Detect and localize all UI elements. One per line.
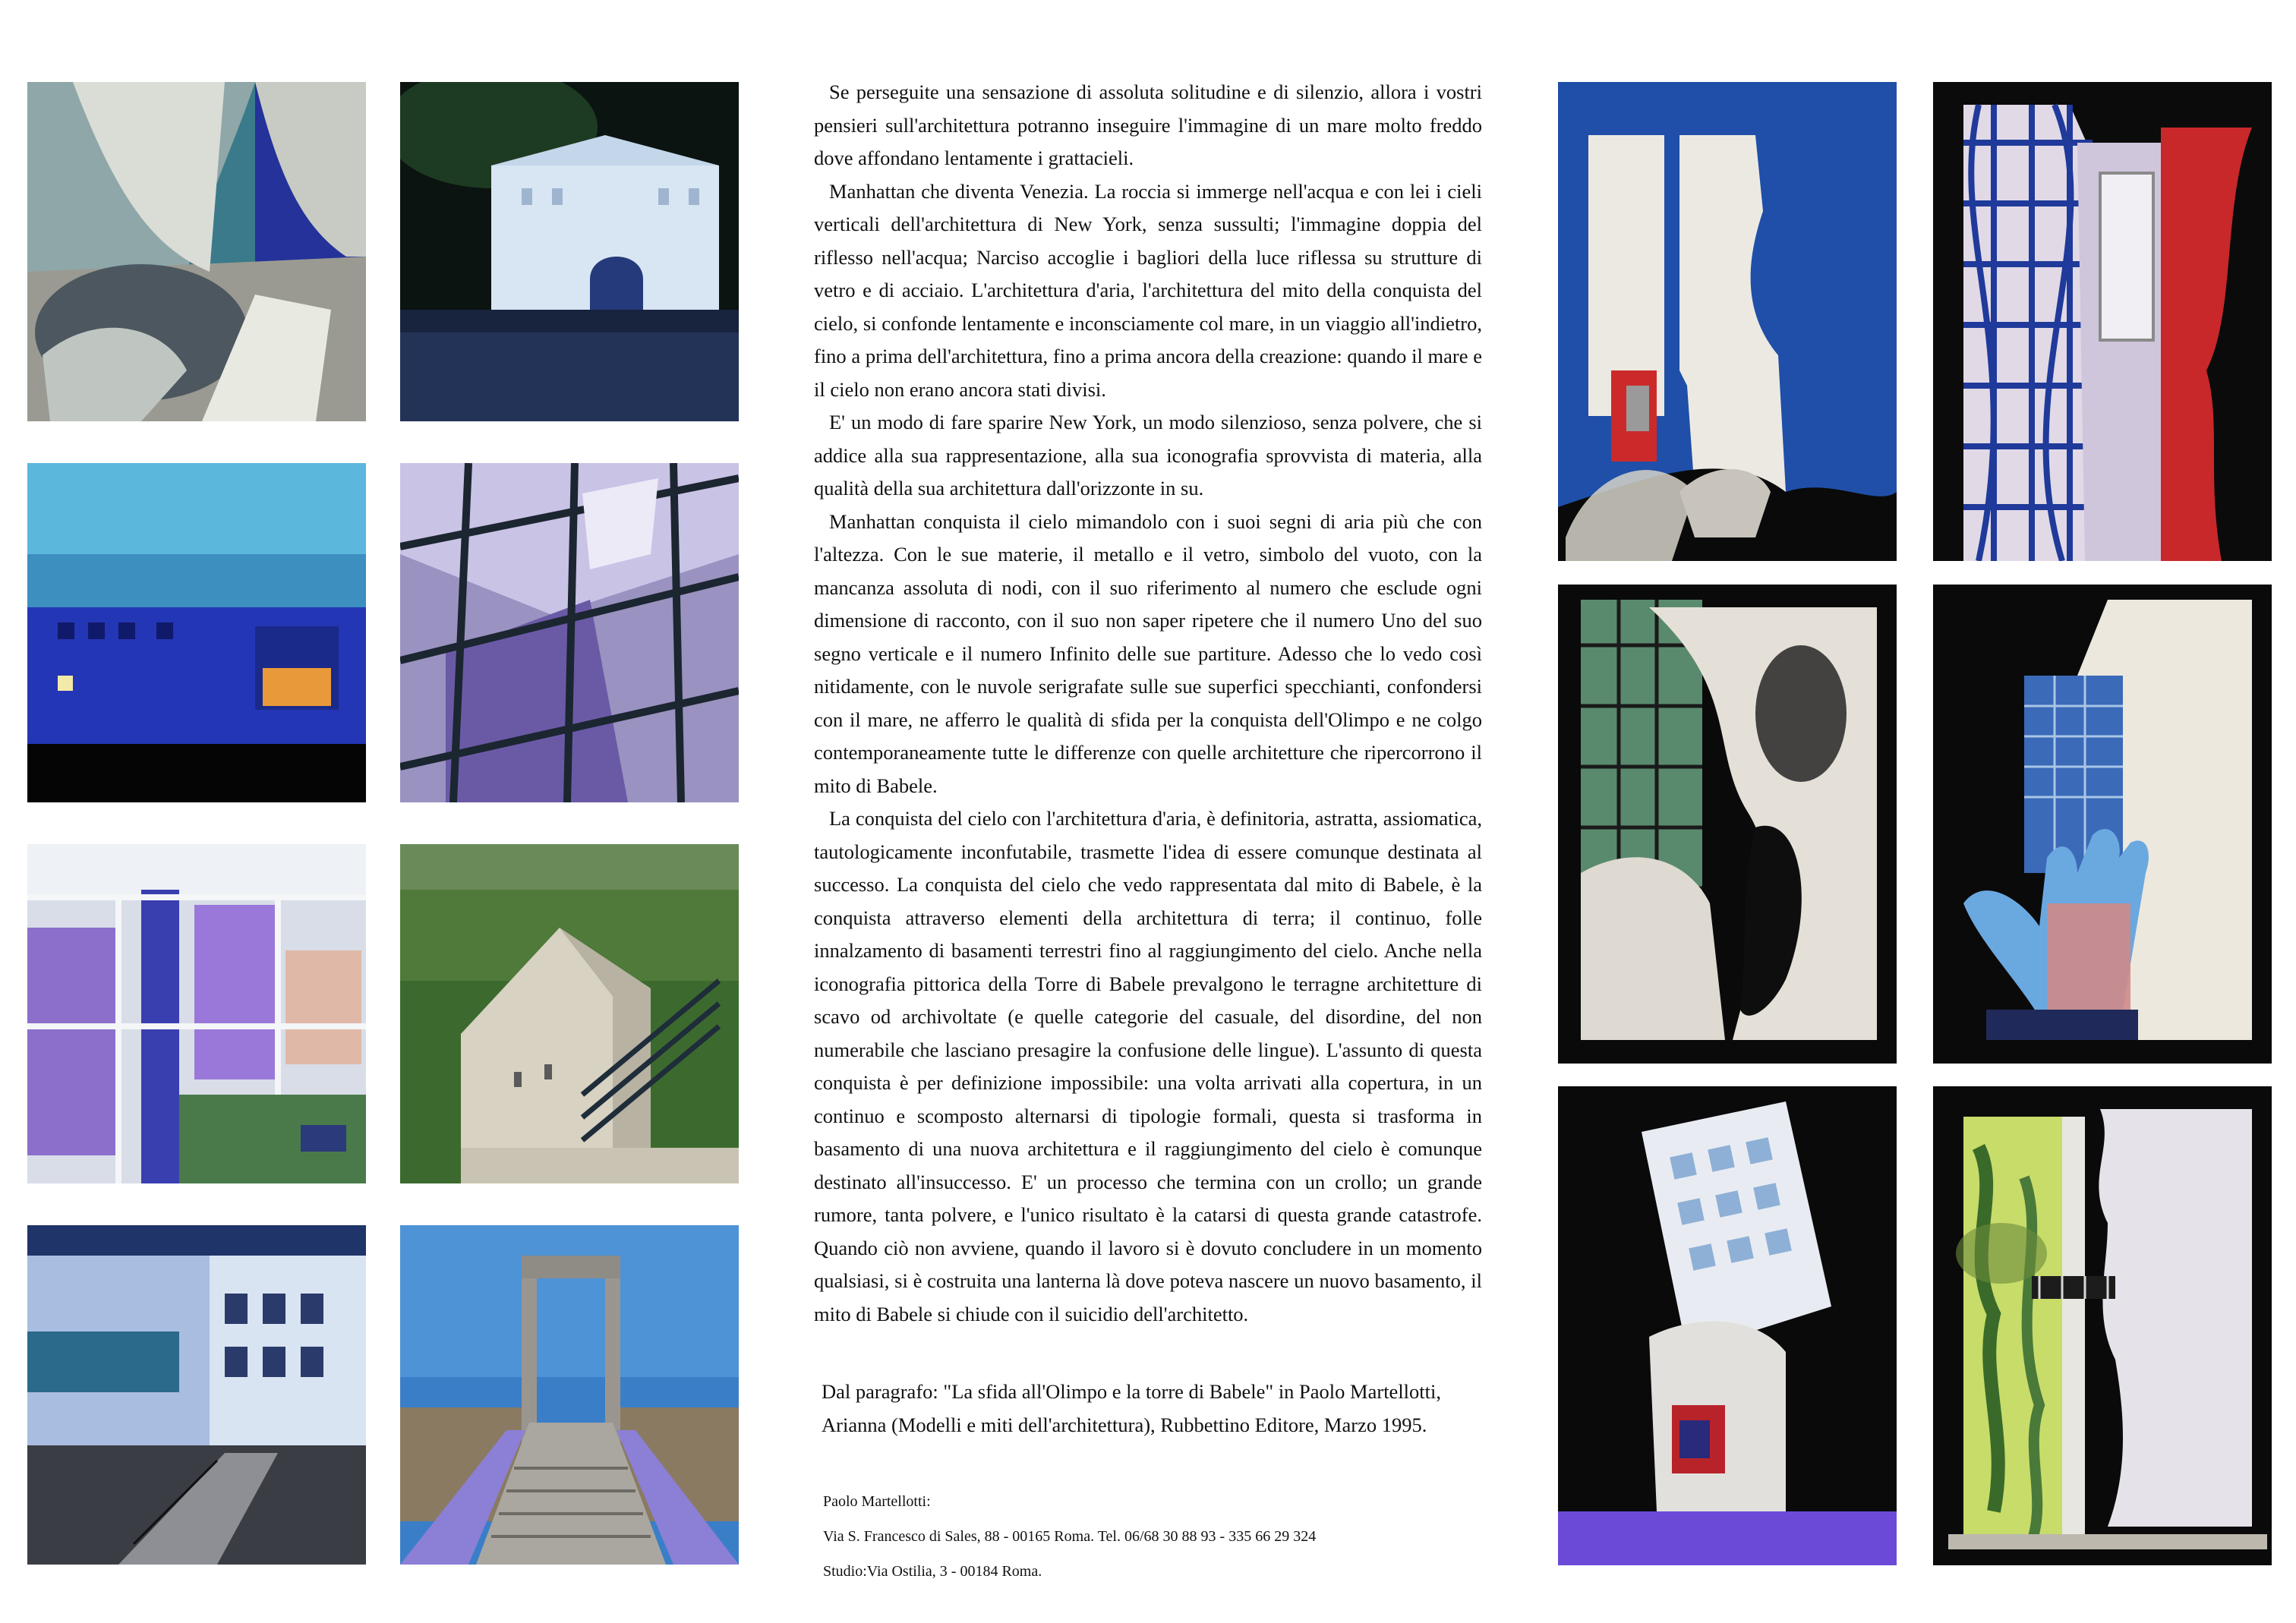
essay-paragraph: La conquista del cielo con l'architettura d'aria, è definitoria, astratta, assiomatica, tautologicamente inconfutabile, trasmette l'idea di essere comunque destinata al successo. La conquista del cielo che vedo rappresentata dal mito di Babele, è la conquista attraverso elementi della architettura di terra; il continuo, folle innalzamento di basamenti terrestri fino al raggiungimento del cielo. Anche nella iconografia pittorica della Torre di Babele prevalgono le terragne architetture di scavo od archivoltate (e quelle categorie del casuale, del disordine, del non numerabile che lasciano presagire la confusione delle lingue). L'assunto di questa conquista è per definizione impossibile: una volta arrivati alla copertura, in un continuo e scomposto alternarsi di tipologie formali, questa si trasforma in basamento di una nuova architettura e il raggiungimento del cielo è comunque destinato all'insuccesso. E' un processo che termina con un crollo; un grande rumore, tanta polvere, e l'unico risultato è la catarsi di questa grande catastrofe. Quando ciò non avviene, quando il lavoro si è dovuto concludere in un momento qualsiasi, si è costruita una lanterna là dove poteva nascere un nuovo basamento, il mito di Babele si chiude con il suicidio dell'architetto. bbox=[814, 807, 1482, 1325]
author-address: Via S. Francesco di Sales, 88 - 00165 Roma. Tel. 06/68 30 88 93 - 335 66 29 324 bbox=[823, 1528, 1317, 1545]
photo-concrete-arches bbox=[27, 82, 366, 421]
essay-text bbox=[814, 76, 1482, 1331]
essay-paragraph: Se perseguite una sensazione di assoluta solitudine e di silenzio, allora i vostri pensieri sull'architettura potranno inseguire l'immagine di un mare molto freddo dove affondano lentamente i grattacieli. bbox=[814, 80, 1482, 169]
artwork-tilted-tower-violet bbox=[1558, 1086, 1897, 1565]
photo-purple-column-interior bbox=[27, 844, 366, 1183]
artwork-hand-collage bbox=[1933, 585, 2272, 1064]
source-citation bbox=[822, 1376, 1490, 1442]
studio-address: Studio:Via Ostilia, 3 - 00184 Roma. bbox=[823, 1563, 1042, 1580]
essay-paragraph: E' un modo di fare sparire New York, un modo silenzioso, senza polvere, che si addice alla sua rappresentazione, alla sua iconografia sprovvista di materia, alla qualità della sua architettura dall'orizzonte in su. bbox=[814, 411, 1482, 500]
artwork-white-tower-blue bbox=[1558, 82, 1897, 561]
author-contact bbox=[823, 1484, 1491, 1589]
author-name: Paolo Martellotti: bbox=[823, 1493, 931, 1510]
essay-paragraph: Manhattan conquista il cielo mimandolo con i suoi segni di aria più che con l'altezza. Con le sue materie, il metallo e il vetro, simbolo del vuoto, con la mancanza assoluta di nodi, con il suo riferimento al numero che esclude ogni dimensione di racconto, con il suo non saper ripetere che il numero Uno del suo segno verticale e il numero Infinito delle sue partiture. Adesso che lo vedo così nitidamente, con le nuvole serigrafate sulle sue superfici specchianti, confondersi con il mare, ne afferro le qualità di sfida per la conquista dell'Olimpo e ne colgo contemporaneamente tutte le differenze con quelle architetture che ripercorrono il mito di Babele. bbox=[814, 509, 1482, 797]
photo-concrete-gate-stairs bbox=[400, 1225, 739, 1565]
photo-gabled-stair-tower bbox=[400, 844, 739, 1183]
artwork-tree-collage bbox=[1933, 1086, 2272, 1565]
photo-glass-facade bbox=[400, 463, 739, 802]
artwork-silhouette-grid-green bbox=[1558, 585, 1897, 1064]
photo-white-house-night bbox=[400, 82, 739, 421]
citation-text: Dal paragrafo: "La sfida all'Olimpo e la torre di Babele" in Paolo Martellotti, Arianna (Modelli e miti dell'architettura), Rubbettino Editore, Marzo 1995. bbox=[822, 1380, 1442, 1436]
essay-paragraph: Manhattan che diventa Venezia. La roccia si immerge nell'acqua e con lei i cieli verticali dell'architettura di New York, senza sussulti; l'immagine doppia del riflesso nell'acqua; Narciso accoglie i bagliori della luce riflessa su strutture di vetro e di acciaio. L'architettura d'aria, l'architettura del mito della conquista del cielo, si confonde lentamente e inconsciamente col mare, in un viaggio all'indietro, fino a prima dell'architettura, fino a prima ancora della creazione: quando il mare e il cielo non erano ancora stati divisi. bbox=[814, 179, 1482, 401]
photo-blue-building-dusk bbox=[27, 463, 366, 802]
photo-grid-windows-terrace bbox=[27, 1225, 366, 1565]
artwork-grid-tower-red bbox=[1933, 82, 2272, 561]
